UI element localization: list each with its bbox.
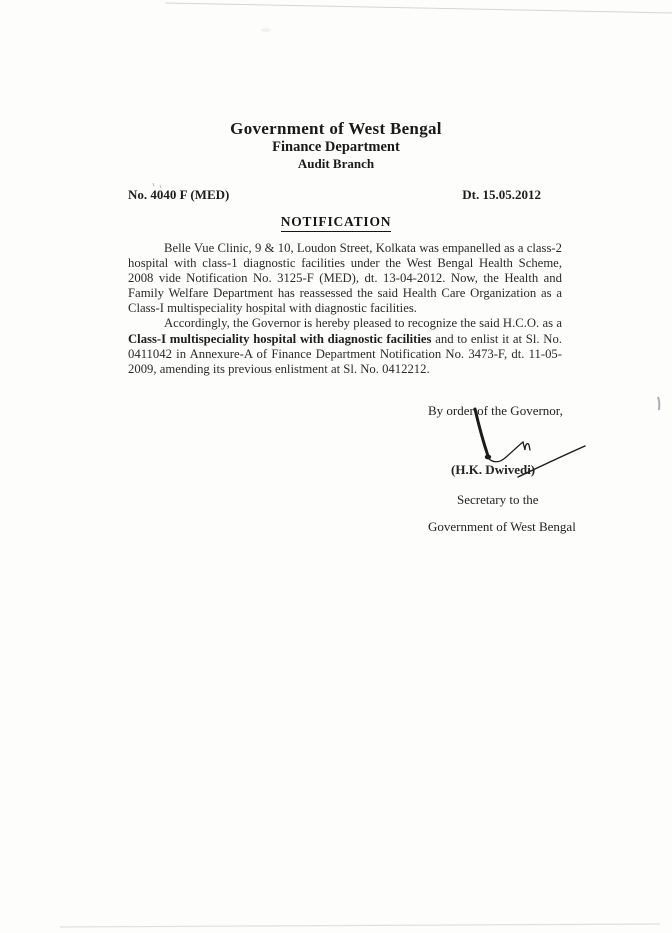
branch-name: Audit Branch	[297, 156, 375, 171]
letterhead	[0, 119, 672, 171]
reference-row	[128, 187, 541, 203]
memo-number: No. 4040 F (MED)	[128, 187, 230, 202]
signature-wave	[488, 442, 530, 462]
signatory-org: Government of West Bengal	[428, 519, 576, 534]
org-name: Government of West Bengal	[230, 119, 442, 138]
scan-artifact-bottom-edge	[60, 924, 660, 927]
paragraph-2	[128, 316, 562, 376]
scan-artifact-top-edge	[165, 3, 672, 13]
signatory-name: (H.K. Dwivedi)	[451, 462, 536, 477]
notification-body	[128, 241, 562, 377]
pen-tick-mark	[658, 397, 659, 410]
paragraph-2-text: Accordingly, the Governor is hereby pleased to recognize the said H.C.O. as a	[164, 316, 562, 331]
paragraph-2-text-cont: and to enlist it at Sl. No. 0411042 in Annexure-A of Finance Department Notification No. 3473-F, dt. 11-05-2009, amending its previous enlistment at Sl. No. 0412212.	[128, 331, 562, 376]
scan-smudge	[261, 28, 271, 32]
memo-date: Dt. 15.05.2012	[462, 187, 541, 202]
department-name: Finance Department	[272, 139, 400, 155]
paragraph-2-bold-phrase: Class-I multispeciality hospital with diagnostic facilities	[128, 331, 432, 346]
signature-ink-blob	[485, 455, 491, 460]
signatory-role: Secretary to the	[457, 492, 539, 507]
paragraph-1: Belle Vue Clinic, 9 & 10, Loudon Street, Kolkata was empanelled as a class-2 hospital with class-1 diagnostic facilities under the West Bengal Health Scheme, 2008 vide Notification No. 3125-F (MED), dt. 13-04-2012. Now, the Health and Family Welfare Department has reassessed the said Health Care Organization as a Class-I multispeciality hospital with diagnostic facilities.	[128, 241, 562, 316]
notification-title: NOTIFICATION	[281, 214, 392, 232]
by-order-line: By order of the Governor,	[428, 403, 563, 418]
notification-title-wrap	[0, 213, 672, 232]
